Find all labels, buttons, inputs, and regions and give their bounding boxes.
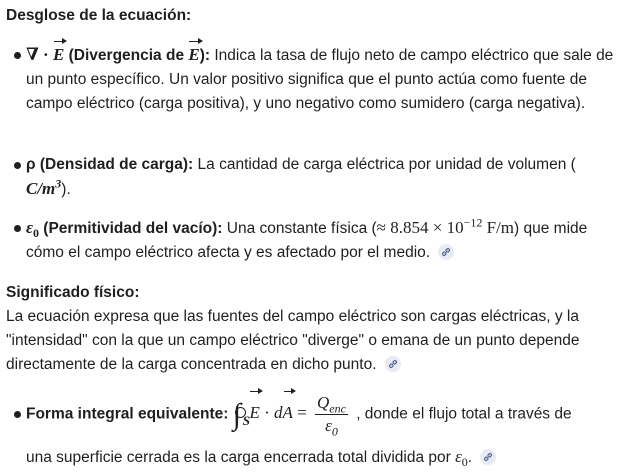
term-densidad: ρ (Densidad de carga): (26, 156, 194, 173)
bullet-marker (14, 411, 21, 418)
bullet-marker (14, 225, 21, 232)
term-forma-integral: Forma integral equivalente: (26, 405, 229, 423)
permittivity-value: ≈ $8.854 \times 10^{-12}$ F/m (376, 215, 515, 237)
integral-formula: ∫ S E · dA = $\frac{Q_{enc}}{\varepsilon_0}$ (232, 393, 346, 439)
list-item-forma-integral (26, 392, 626, 437)
list-item-divergencia (26, 43, 626, 116)
unit-density: $C/m^3$ (26, 176, 62, 198)
fraction: $\frac{Q_{enc}}{\varepsilon_0}$ (317, 393, 346, 439)
bullet-marker (14, 52, 21, 59)
heading-significado: Significado físico: (6, 284, 140, 301)
list-item-densidad (26, 153, 626, 202)
text-densidad-b: ). (61, 181, 71, 198)
term-permitividad: $\varepsilon_0$ (Permitividad del vacío): (26, 218, 223, 241)
term-divergencia: ∇ · E (Divergencia de E): (26, 47, 210, 64)
link-icon[interactable] (438, 244, 454, 260)
link-icon[interactable] (480, 449, 496, 465)
text-densidad-a: La cantidad de carga eléctrica por unidad de volumen ( (193, 156, 576, 173)
text-integral-line2: una superficie cerrada es la carga encerrada total dividida por $\varepsilon_0$. (26, 445, 626, 470)
bullet-marker (14, 162, 21, 169)
text-integral-a: , donde el flujo total a través de (356, 405, 572, 423)
text-divergencia: Indica la tasa de flujo neto de campo eléctrico que sale de un punto específico. Un valor positivo significa que el punto actúa como fuente de campo eléctrico (carga positiva), y uno negativo como sumidero (carga negativa). (26, 47, 614, 112)
paragraph-significado: La ecuación expresa que las fuentes del campo eléctrico son cargas eléctricas, y la "intensidad" con la que un campo eléctrico "diverge" o emana de un punto depende directamente de la carga concentrada en dicho punto. (6, 308, 580, 373)
heading-desglose: Desglose de la ecuación: (6, 7, 192, 24)
link-icon[interactable] (385, 356, 401, 372)
surface-integral-symbol: ∫ S (232, 397, 250, 431)
list-item-permitividad: $\varepsilon_0$ (Permitividad del vacío): Una constante física (≈ $8.854 \times 10^{-12}$ F/m) que mide cómo el campo eléctrico afecta y es afectado por el medio. (26, 215, 588, 261)
